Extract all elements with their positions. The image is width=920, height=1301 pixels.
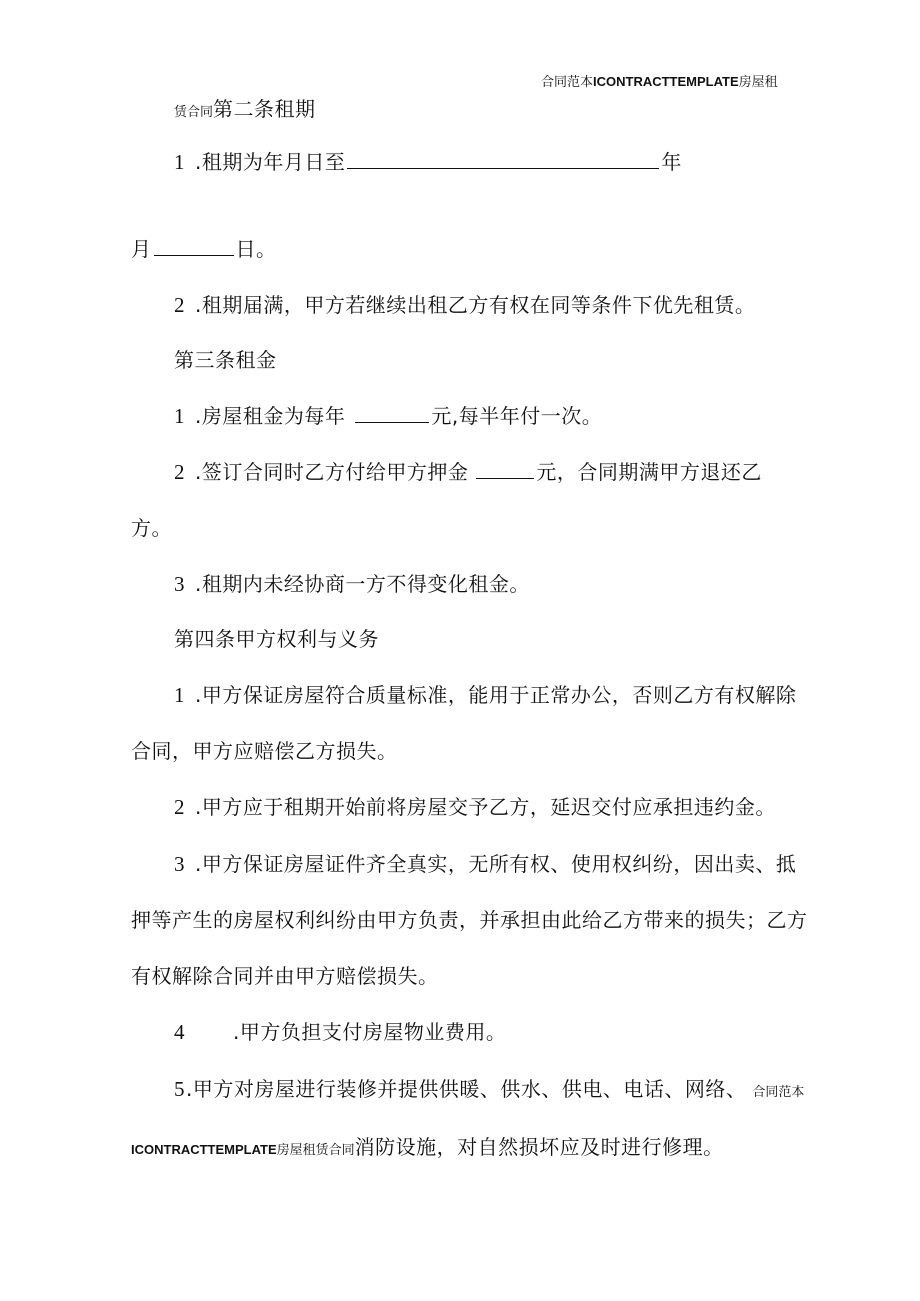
article4-item1 [174, 682, 796, 708]
article2-item2 [174, 292, 755, 318]
running-header [541, 66, 778, 96]
item-number: 2 [174, 795, 185, 819]
article4-item4 [174, 1019, 506, 1045]
article4-item5 [174, 1076, 804, 1106]
footer-prefix: 合同范本 [752, 1085, 805, 1100]
header-prefix: 合同范本 [541, 75, 594, 90]
item-text: 元,每半年付一次。 [431, 404, 603, 428]
item-number: 1 [174, 150, 185, 174]
article4-item2 [174, 794, 776, 820]
item-text: .甲方对房屋进行装修并提供供暖、供水、供电、电话、网络、 [186, 1077, 747, 1101]
item-text: .甲方负担支付房屋物业费用。 [233, 1020, 507, 1044]
article3-title: 第三条租金 [174, 348, 277, 372]
item-text: .甲方保证房屋符合质量标准，能用于正常办公，否则乙方有权解除 [195, 683, 797, 707]
header-suffix: 房屋租 [738, 75, 778, 90]
article3-item3 [174, 571, 530, 597]
item-number: 3 [174, 572, 185, 596]
blank-deposit [476, 460, 534, 479]
header-code: ICONTRACTTEMPLATE [593, 74, 739, 89]
item-text: 元，合同期满甲方退还乙 [536, 460, 762, 484]
article4-title: 第四条甲方权利与义务 [174, 627, 379, 651]
item-text: 消防设施，对自然损坏应及时进行修理。 [354, 1135, 724, 1159]
article2-item1-cont [131, 236, 277, 262]
header-continuation: 赁合同 [174, 105, 214, 120]
article4-item5-cont [131, 1134, 724, 1164]
month-label: 月 [131, 237, 152, 261]
item-text: .签订合同时乙方付给甲方押金 [195, 460, 469, 484]
item-text: .甲方应于租期开始前将房屋交予乙方，延迟交付应承担违约金。 [195, 795, 776, 819]
day-label: 日。 [235, 237, 277, 261]
item-number: 2 [174, 460, 185, 484]
footer-code: ICONTRACTTEMPLATE [131, 1142, 277, 1157]
footer-suffix: 房屋租赁合同 [276, 1143, 355, 1158]
item-text: .租期为年月日至 [195, 150, 346, 174]
article3-item2 [174, 459, 762, 485]
article4-item1-cont: 合同，甲方应赔偿乙方损失。 [131, 739, 398, 763]
article2-item1 [174, 149, 682, 175]
article4-item3 [174, 851, 796, 877]
item-text: .房屋租金为每年 [195, 404, 346, 428]
item-text: .租期内未经协商一方不得变化租金。 [195, 572, 530, 596]
item-number: 2 [174, 293, 185, 317]
article4-item3-cont2: 有权解除合同并由甲方赔偿损失。 [131, 964, 439, 988]
blank-end-date [347, 150, 659, 169]
article2-title-line [174, 96, 316, 126]
item-number: 1 [174, 683, 185, 707]
item-number: 5 [174, 1077, 185, 1101]
item-number: 3 [174, 852, 185, 876]
blank-annual-rent [355, 404, 429, 423]
item-number: 4 [174, 1020, 185, 1044]
article3-item2-cont: 方。 [131, 516, 172, 540]
blank-month-day [154, 237, 234, 256]
article4-item3-cont1: 押等产生的房屋权利纠纷由甲方负责，并承担由此给乙方带来的损失；乙方 [131, 908, 808, 932]
year-label: 年 [661, 150, 682, 174]
item-text: .租期届满，甲方若继续出租乙方有权在同等条件下优先租赁。 [195, 293, 756, 317]
item-text: .甲方保证房屋证件齐全真实，无所有权、使用权纠纷，因出卖、抵 [195, 852, 797, 876]
article3-item1 [174, 403, 602, 429]
article2-title: 第二条租期 [213, 97, 316, 121]
item-number: 1 [174, 404, 185, 428]
